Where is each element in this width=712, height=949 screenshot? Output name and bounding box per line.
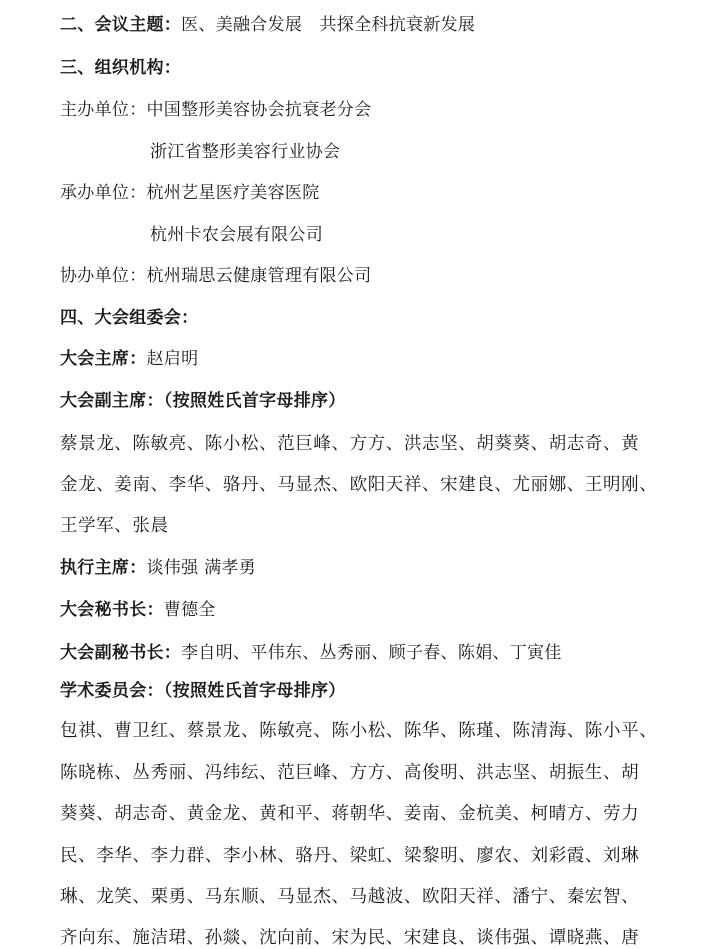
host-2: 浙江省整形美容行业协会 — [150, 142, 341, 162]
chair-label: 大会主席： — [60, 349, 147, 369]
org-heading: 三、组织机构： — [60, 58, 182, 78]
exec-chair-line — [60, 557, 690, 579]
vice-secretary-label: 大会副秘书长： — [60, 643, 182, 663]
co-organizer-1: 杭州瑞思云健康管理有限公司 — [146, 266, 372, 286]
secretary-name: 曹德全 — [163, 600, 216, 620]
host-1: 中国整形美容协会抗衰老分会 — [146, 100, 372, 120]
exec-chair-names: 谈伟强 满孝勇 — [146, 558, 257, 578]
organizer-2: 杭州卡农会展有限公司 — [150, 225, 323, 245]
vice-chairs-line-3: 王学军、张晨 — [60, 516, 169, 536]
host-label: 主办单位： — [60, 100, 147, 120]
academic-heading: 学术委员会：（按照姓氏首字母排序） — [60, 681, 346, 701]
host-line — [60, 99, 690, 121]
secretary-line — [60, 599, 690, 621]
vice-chair-heading: 大会副主席：（按照姓氏首字母排序） — [60, 391, 346, 411]
secretary-label: 大会秘书长： — [60, 600, 164, 620]
vice-secretary-line — [60, 642, 690, 664]
co-organizer-line — [60, 265, 690, 287]
theme-text: 医、美融合发展 共探全科抗衰新发展 — [181, 15, 476, 35]
committee-heading: 四、大会组委会： — [60, 308, 199, 328]
academic-line-6: 齐向东、施洁珺、孙燚、沈向前、宋为民、宋建良、谈伟强、谭晓燕、唐 — [60, 928, 640, 948]
organizer-1: 杭州艺星医疗美容医院 — [146, 183, 320, 203]
co-organizer-label: 协办单位： — [60, 266, 147, 286]
academic-line-1: 包祺、曹卫红、蔡景龙、陈敏亮、陈小松、陈华、陈瑾、陈清海、陈小平、 — [60, 721, 658, 741]
exec-chair-label: 执行主席： — [60, 558, 147, 578]
academic-line-2: 陈晓栋、丛秀丽、冯纬纭、范巨峰、方方、高俊明、洪志坚、胡振生、胡 — [60, 763, 640, 783]
vice-secretary-names: 李自明、平伟东、丛秀丽、顾子春、陈娟、丁寅佳 — [181, 643, 562, 663]
chair-line — [60, 348, 690, 370]
organizer-label: 承办单位： — [60, 183, 147, 203]
chair-name: 赵启明 — [146, 349, 199, 369]
organizer-line — [60, 182, 690, 204]
theme-heading: 二、会议主题： — [60, 15, 182, 35]
theme-line — [60, 14, 690, 36]
academic-line-4: 民、李华、李力群、李小林、骆丹、梁虹、梁黎明、廖农、刘彩霞、刘琳 — [60, 846, 640, 866]
academic-line-3: 葵葵、胡志奇、黄金龙、黄和平、蒋朝华、姜南、金杭美、柯晴方、劳力 — [60, 804, 640, 824]
vice-chairs-line-1: 蔡景龙、陈敏亮、陈小松、范巨峰、方方、洪志坚、胡葵葵、胡志奇、黄 — [60, 434, 640, 454]
academic-line-5: 琳、龙笑、栗勇、马东顺、马显杰、马越波、欧阳天祥、潘宁、秦宏智、 — [60, 887, 640, 907]
vice-chairs-line-2: 金龙、姜南、李华、骆丹、马显杰、欧阳天祥、宋建良、尤丽娜、王明刚、 — [60, 475, 658, 495]
